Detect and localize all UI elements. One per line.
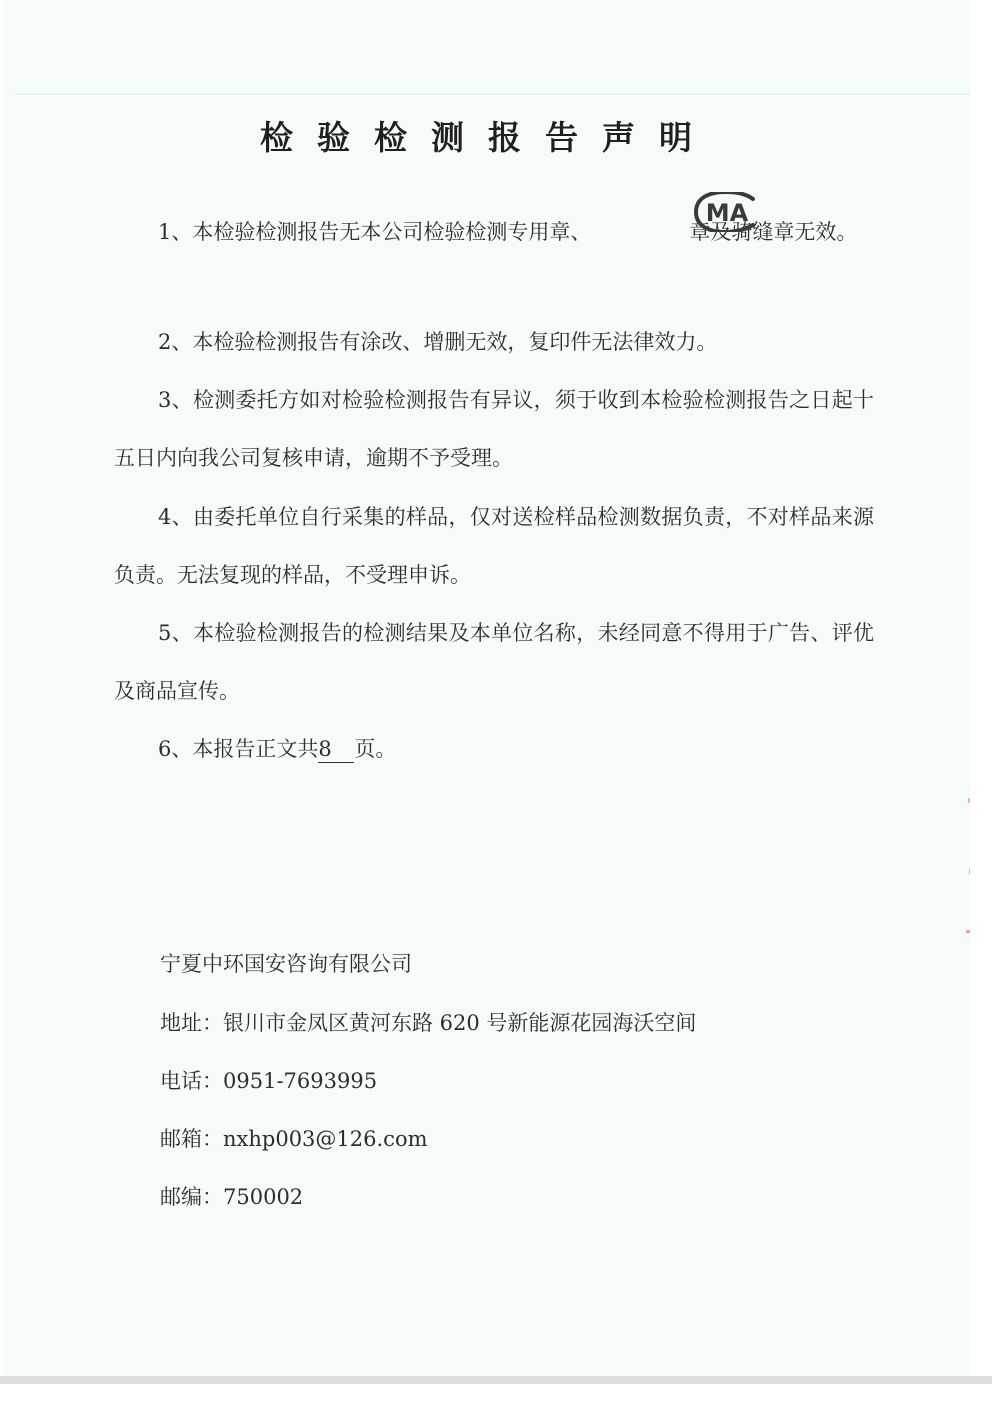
statement-item-1-tail: 章及骑缝章无效。 <box>689 220 858 244</box>
statement-item-2: 2、本检验检测报告有涂改、增删无效，复印件无法律效力。 <box>158 330 718 354</box>
postcode-value: 750002 <box>223 1185 304 1209</box>
phone-label: 电话： <box>160 1069 223 1093</box>
address-label: 地址： <box>160 1011 223 1035</box>
cma-stamp-label: MA <box>705 199 749 227</box>
company-email <box>160 1123 428 1153</box>
page-header-line <box>14 94 974 95</box>
statement-item-3: 3、检测委托方如对检验检测报告有异议，须于收到本检验检测报告之日起十五日内向我公司复核申请，逾期不予受理。 <box>114 388 874 470</box>
postcode-label: 邮编： <box>160 1185 223 1209</box>
page-count: 8 <box>318 736 354 763</box>
statement-item-1-text: 1、本检验检测报告无本公司检验检测专用章、 <box>158 220 592 244</box>
statement-item-5: 5、本检验检测报告的检测结果及本单位名称，未经同意不得用于广告、评优及商品宣传。 <box>114 621 874 703</box>
company-phone <box>160 1065 377 1095</box>
email-label: 邮箱： <box>160 1127 223 1151</box>
company-name: 宁夏中环国安咨询有限公司 <box>160 952 412 976</box>
company-address <box>160 1007 696 1037</box>
email-value: nxhp003@126.com <box>223 1127 428 1151</box>
statement-item-4: 4、由委托单位自行采集的样品，仅对送检样品检测数据负责，不对样品来源负责。无法复现的样品，不受理申诉。 <box>114 505 874 587</box>
statement-item-6-tail: 页。 <box>354 737 397 761</box>
page-left-edge <box>0 0 6 1376</box>
document-title: 检验检测报告声明 <box>260 118 716 157</box>
company-postcode <box>160 1181 303 1211</box>
cma-stamp-slot <box>591 229 689 239</box>
page-separator <box>0 1376 992 1384</box>
phone-value: 0951-7693995 <box>223 1069 378 1093</box>
statement-item-6-text: 6、本报告正文共 <box>158 737 319 761</box>
page-right-edge <box>970 0 992 1376</box>
next-page-edge <box>0 1384 992 1414</box>
address-value: 银川市金凤区黄河东路 620 号新能源花园海沃空间 <box>223 1011 697 1035</box>
statement-item-6 <box>114 720 874 778</box>
cma-stamp-icon <box>693 192 761 232</box>
